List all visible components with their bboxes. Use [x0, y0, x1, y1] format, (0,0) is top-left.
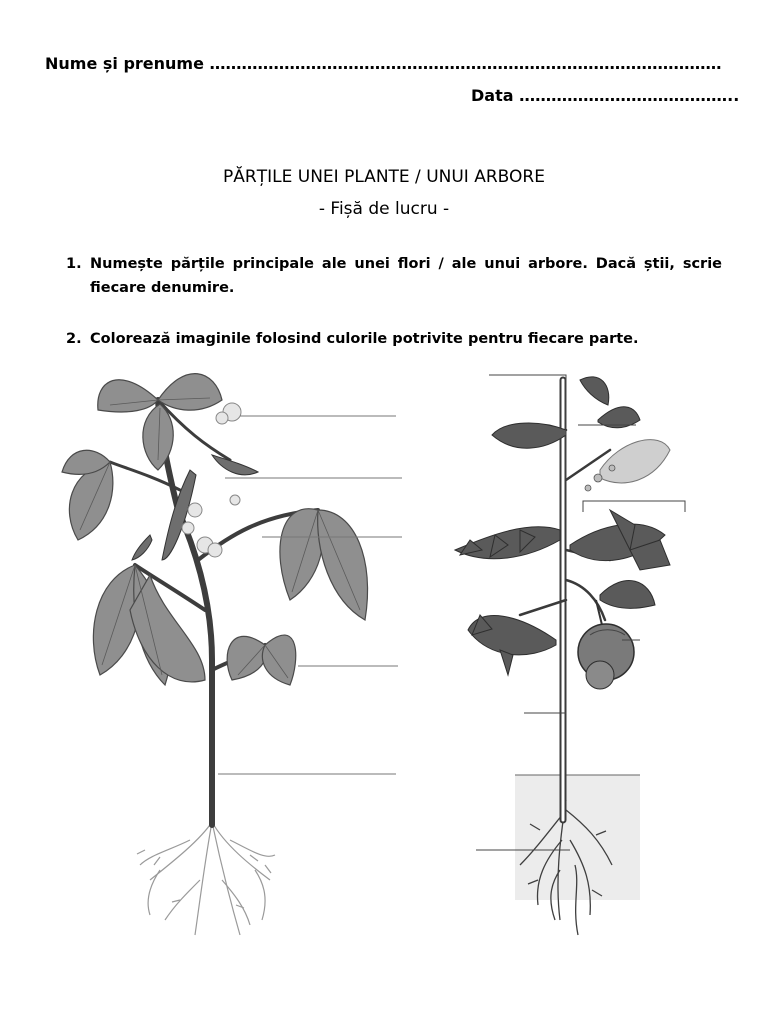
tomato-fruit — [578, 600, 634, 689]
date-field[interactable] — [471, 86, 739, 105]
task-2-number: 2. — [66, 331, 82, 347]
task-2-text: Colorează imaginile folosind culorile potrivite pentru fiecare parte. — [90, 331, 639, 347]
bean-roots — [137, 822, 275, 935]
name-label: Nume și prenume — [45, 54, 204, 73]
task-2 — [66, 327, 722, 351]
task-1-text: Numește părțile principale ale unei flori / ale unui arbore. Dacă știi, scrie fiecare denumire. — [90, 256, 722, 296]
name-blank[interactable]: …………………………………………………………………………………… — [209, 54, 722, 73]
bean-leaves — [62, 374, 368, 685]
page-subtitle: - Fișă de lucru - — [318, 199, 450, 219]
tomato-plant-drawing — [455, 377, 670, 935]
illustrations-area — [0, 360, 768, 980]
task-1 — [66, 252, 722, 300]
bean-plant-drawing — [62, 374, 368, 935]
task-1-number: 1. — [66, 256, 82, 272]
tomato-pale-leaf — [600, 440, 670, 483]
date-blank[interactable]: ………………………………….. — [519, 86, 740, 105]
date-label: Data — [471, 86, 514, 105]
name-field[interactable] — [45, 54, 722, 73]
page-title: PĂRȚILE UNEI PLANTE / UNUI ARBORE — [223, 167, 545, 187]
